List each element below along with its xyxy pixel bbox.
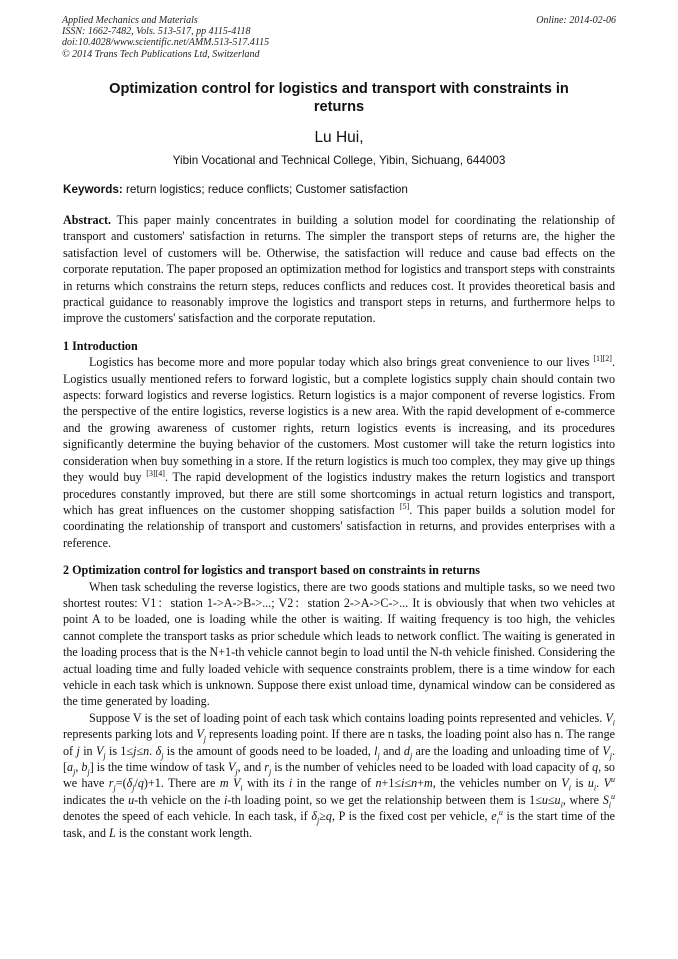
online-date: Online: 2014-02-06 — [536, 15, 616, 26]
section-2-paragraph-1: When task scheduling the reverse logistics, there are two goods stations and multiple tasks, so we need two shortest routes: V1：station 1->A->B->...; V2：station 2->A->C->... It is obviously that when two vehicles at point A to be loaded, one is loading while the other is waiting. If waiting frequency is too high, the vehicles cannot complete the transport tasks as prior schedule which leads to network conflict. The waiting is generated in the loading process that is the N+1-th vehicle cannot begin to load until the N-th vehicle finished. Considering the actual loading time and fully loaded vehicle with sequence constraints problem, there is a time window for each vehicle in each task which is unknown. Suppose there exist unload time, dynamical window can be considered as the time generated by loading. — [63, 579, 615, 709]
keywords-label: Keywords: — [63, 183, 123, 196]
abstract-text: This paper mainly concentrates in building a solution model for coordinating the relationship of transport and customers' satisfaction in returns. The simpler the transport steps of returns are, the higher the satisfaction level of customers will be. Otherwise, the satisfaction will reduce and cause bad effects on the corporate reputation. The paper proposed an optimization method for logistics and transport steps with constraints in returns which constrains the return steps, reduces conflicts and reduces cost. It provides theoretical basis and practical guidance to reasonably improve the logistics and transport steps in returns, and furthermore helps to improve the customers' satisfaction and the corporate reputation. — [63, 213, 615, 326]
section-1-heading: 1 Introduction — [63, 338, 138, 353]
keywords-text: return logistics; reduce conflicts; Customer satisfaction — [126, 183, 408, 196]
section-2-paragraph-2: Suppose V is the set of loading point of each task which contains loading points represented and vehicles. $V_i$ represents parking lots and $V_j$ represents loading point. If there are n tasks, the loading point also has n. The range of j in $V_j$ is 1≤j≤n. $\delta_j$ is the amount of goods need to be loaded, $l_j$ and $d_j$ are the loading and unloading time of $V_j$. [$a_j$, $b_j$] is the time window of task $V_j$, and $r_j$ is the number of vehicles need to be loaded with load capacity of q, so we have $r_j=(\delta_j/q)+1$. There are m $V_i$ with its i in the range of n+1≤i≤n+m, the vehicles number on $V_i$ is $u_i$. $V^u$ indicates the u-th vehicle on the i-th loading point, so we get the relationship between them is $1\le u\le u_i$, where $S_i^u$ denotes the speed of each vehicle. In each task, if $\delta_j\ge q$, P is the fixed cost per vehicle, $e_i^u$ is the start time of the task, and L is the constant work length. — [63, 710, 616, 840]
citation-5: [5] — [399, 501, 410, 511]
introduction-paragraph: Logistics has become more and more popular today which also brings great convenience to our lives [1][2]. Logistics usually mentioned refers to forward logistic, but a complete logistics supply chain should contain two aspects: forward logistics and reverse logistics. Return logistics is a major component of reverse logistics. From the perspective of the entire logistics, reverse logistics is a new area. With the rapid development of e-commerce and the growing awareness of customer rights, return logistics events is increasing, and its procedures significantly determine the buying behavior of the customers. Most customer will take the return logistics into consideration when buy something in a store. If the return logistics is much too complex, they may give up things they would buy [3][4]. The rapid development of the logistics industry makes the return logistics and transport procedures constantly improved, but there are still some shortcomings in actual return logistics and transport, which has great influences on the customer shopping satisfaction [5]. This paper builds a solution model for coordinating the relationship of transport and customers' satisfaction in returns, and provides enterprises with a reference. — [63, 354, 616, 550]
journal-name: Applied Mechanics and Materials — [62, 15, 198, 26]
citation-1-2: [1][2] — [593, 354, 612, 364]
paper-body — [63, 80, 615, 841]
paper-title: Optimization control for logistics and transport with constraints in returns — [109, 81, 569, 115]
citation-3-4: [3][4] — [146, 469, 165, 479]
author-name: Lu Hui, — [314, 129, 364, 146]
abstract-paragraph — [63, 212, 615, 327]
keywords-line — [63, 183, 615, 196]
section-2-heading: 2 Optimization control for logistics and transport based on constraints in returns — [63, 563, 480, 578]
doi-line: doi:10.4028/www.scientific.net/AMM.513-517.4115 — [62, 37, 270, 49]
affiliation: Yibin Vocational and Technical College, Yibin, Sichuang, 644003 — [172, 154, 506, 167]
copyright-line: © 2014 Trans Tech Publications Ltd, Switzerland — [62, 48, 260, 60]
abstract-label: Abstract. — [63, 213, 112, 227]
issn-line: ISSN: 1662-7482, Vols. 513-517, pp 4115-4118 — [62, 26, 251, 38]
journal-header — [62, 15, 269, 60]
